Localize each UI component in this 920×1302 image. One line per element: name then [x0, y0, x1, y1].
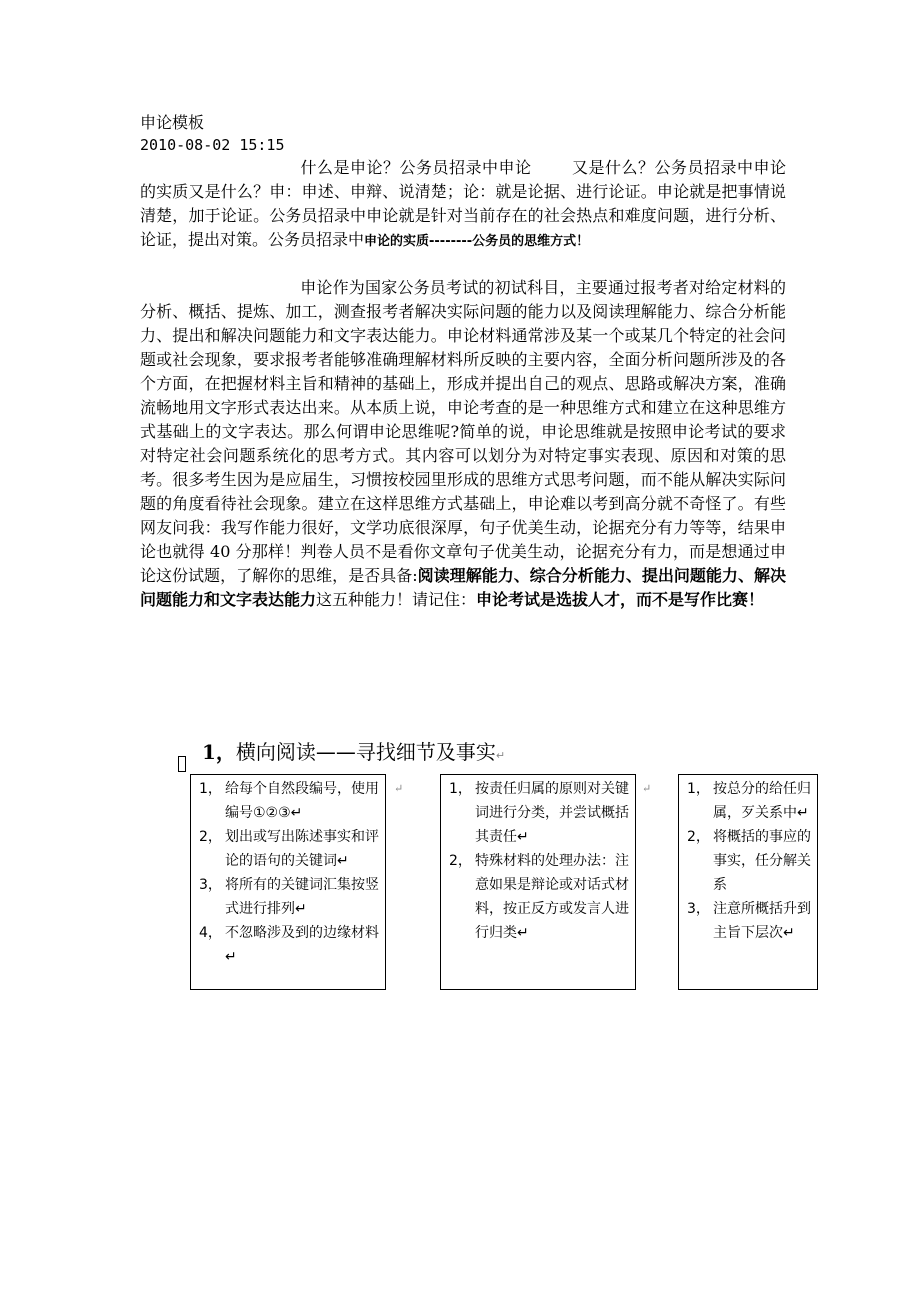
list-item-number: 3，: [199, 877, 222, 893]
list-item-text: 特殊材料的处理办法：注意如果是辩论或对话式材料，按正反方或发言人进行归类↵: [475, 853, 629, 941]
figure-heading-text: 横向阅读——寻找细节及事实: [235, 740, 496, 764]
method-box-1: [190, 774, 386, 990]
list-item-number: 1，: [449, 781, 472, 797]
list-item-number: 2，: [449, 853, 472, 869]
list-item: [199, 873, 379, 921]
list-item-text: 将所有的关键词汇集按竖式进行排列↵: [225, 877, 379, 917]
method-box-3: [678, 774, 818, 990]
return-mark: ↵: [495, 749, 506, 762]
cell-return-mark: ↵: [394, 782, 404, 795]
method-list-3: [687, 777, 811, 945]
list-item: [199, 825, 379, 873]
list-item-number: 1，: [687, 781, 710, 797]
paragraph-main: [140, 276, 786, 612]
list-item: [449, 777, 629, 849]
list-item: [687, 825, 811, 897]
list-item-text: 不忽略涉及到的边缘材料↵: [225, 925, 379, 965]
list-item-text: 按总分的给任归属，歹关系中↵: [713, 781, 811, 821]
intro-text-a: 什么是申论？公务员招录中申论: [300, 158, 532, 177]
list-item-number: 4，: [199, 925, 222, 941]
intro-text-b: 又是什么？公务员招录中申论的实质又是什么？申：申述、申辩、说清楚；论：就是论据、进行论证。申论就是把事情说清楚，加于论证。公务员招录中申论就是针对当前存在的社会热点和难度问题，进行分析、论证，提出对策。公务员招录中: [140, 158, 786, 249]
list-item-text: 将概括的事应的事实，任分解关系: [713, 829, 811, 893]
list-item: [687, 897, 811, 945]
method-list-1: [199, 777, 379, 969]
list-item-text: 按责任归属的原则对关键词进行分类，并尝试概括其责任↵: [475, 781, 629, 845]
main-text-b: 这五种能力！请记住：: [316, 590, 477, 609]
list-item-number: 1，: [199, 781, 222, 797]
main-bold-2: 申论考试是选拔人才，而不是写作比赛！: [476, 590, 765, 609]
main-text-a: 申论作为国家公务员考试的初试科目，主要通过报考者对给定材料的分析、概括、提炼、加工，测查报考者解决实际问题的能力以及阅读理解能力、综合分析能力、提出和解决问题能力和文字表达能力。申论材料通常涉及某一个或某几个特定的社会问题或社会现象，要求报考者能够准确理解材料所反映的主要内容，全面分析问题所涉及的各个方面，在把握材料主旨和精神的基础上，形成并提出自己的观点、思路或解决方案，准确流畅地用文字形式表达出来。从本质上说，申论考查的是一种思维方式和建立在这种思维方式基础上的文字表达。那么何谓申论思维呢?简单的说，申论思维就是按照申论考试的要求对特定社会问题系统化的思考方式。其内容可以划分为对特定事实表现、原因和对策的思考。很多考生因为是应届生，习惯按校园里形成的思维方式思考问题，而不能从解决实际问题的角度看待社会现象。建立在这样思维方式基础上，申论难以考到高分就不奇怪了。有些网友问我：我写作能力很好，文学功底很深厚，句子优美生动，论据充分有力等等，结果申论也就得 40 分那样！判卷人员不是看你文章句子优美生动，论据充分有力，而是想通过申论这份试题，了解你的思维，是否具备:: [140, 278, 786, 585]
doc-date: 2010-08-02 15:15: [140, 136, 285, 154]
list-item: [449, 849, 629, 945]
intro-bold: 申论的实质--------公务员的思维方式！: [364, 234, 590, 249]
document-body: [140, 112, 786, 612]
main-bold-1: 阅读理解能力、综合分析能力、提出问题能力、解决问题能力和文字表达能力: [140, 566, 786, 609]
list-item-text: 给每个自然段编号，使用编号①②③↵: [225, 781, 379, 821]
list-item: [199, 921, 379, 969]
paragraph-intro: [140, 156, 786, 254]
list-item: [199, 777, 379, 825]
cell-return-mark: ↵: [642, 782, 652, 795]
list-item-number: 2，: [687, 829, 710, 845]
list-item-text: 注意所概括升到主旨下层次↵: [713, 901, 811, 941]
list-item-number: 3，: [687, 901, 710, 917]
embedded-figure: [178, 730, 811, 1000]
method-list-2: [449, 777, 629, 945]
figure-heading-number: 1，: [202, 740, 236, 764]
list-item-number: 2，: [199, 829, 222, 845]
figure-heading: [202, 736, 505, 765]
table-anchor-icon: [178, 756, 186, 772]
list-item-text: 划出或写出陈述事实和评论的语句的关键词↵: [225, 829, 379, 869]
doc-title: 申论模板: [140, 113, 205, 132]
list-item: [687, 777, 811, 825]
method-box-2: [440, 774, 636, 990]
